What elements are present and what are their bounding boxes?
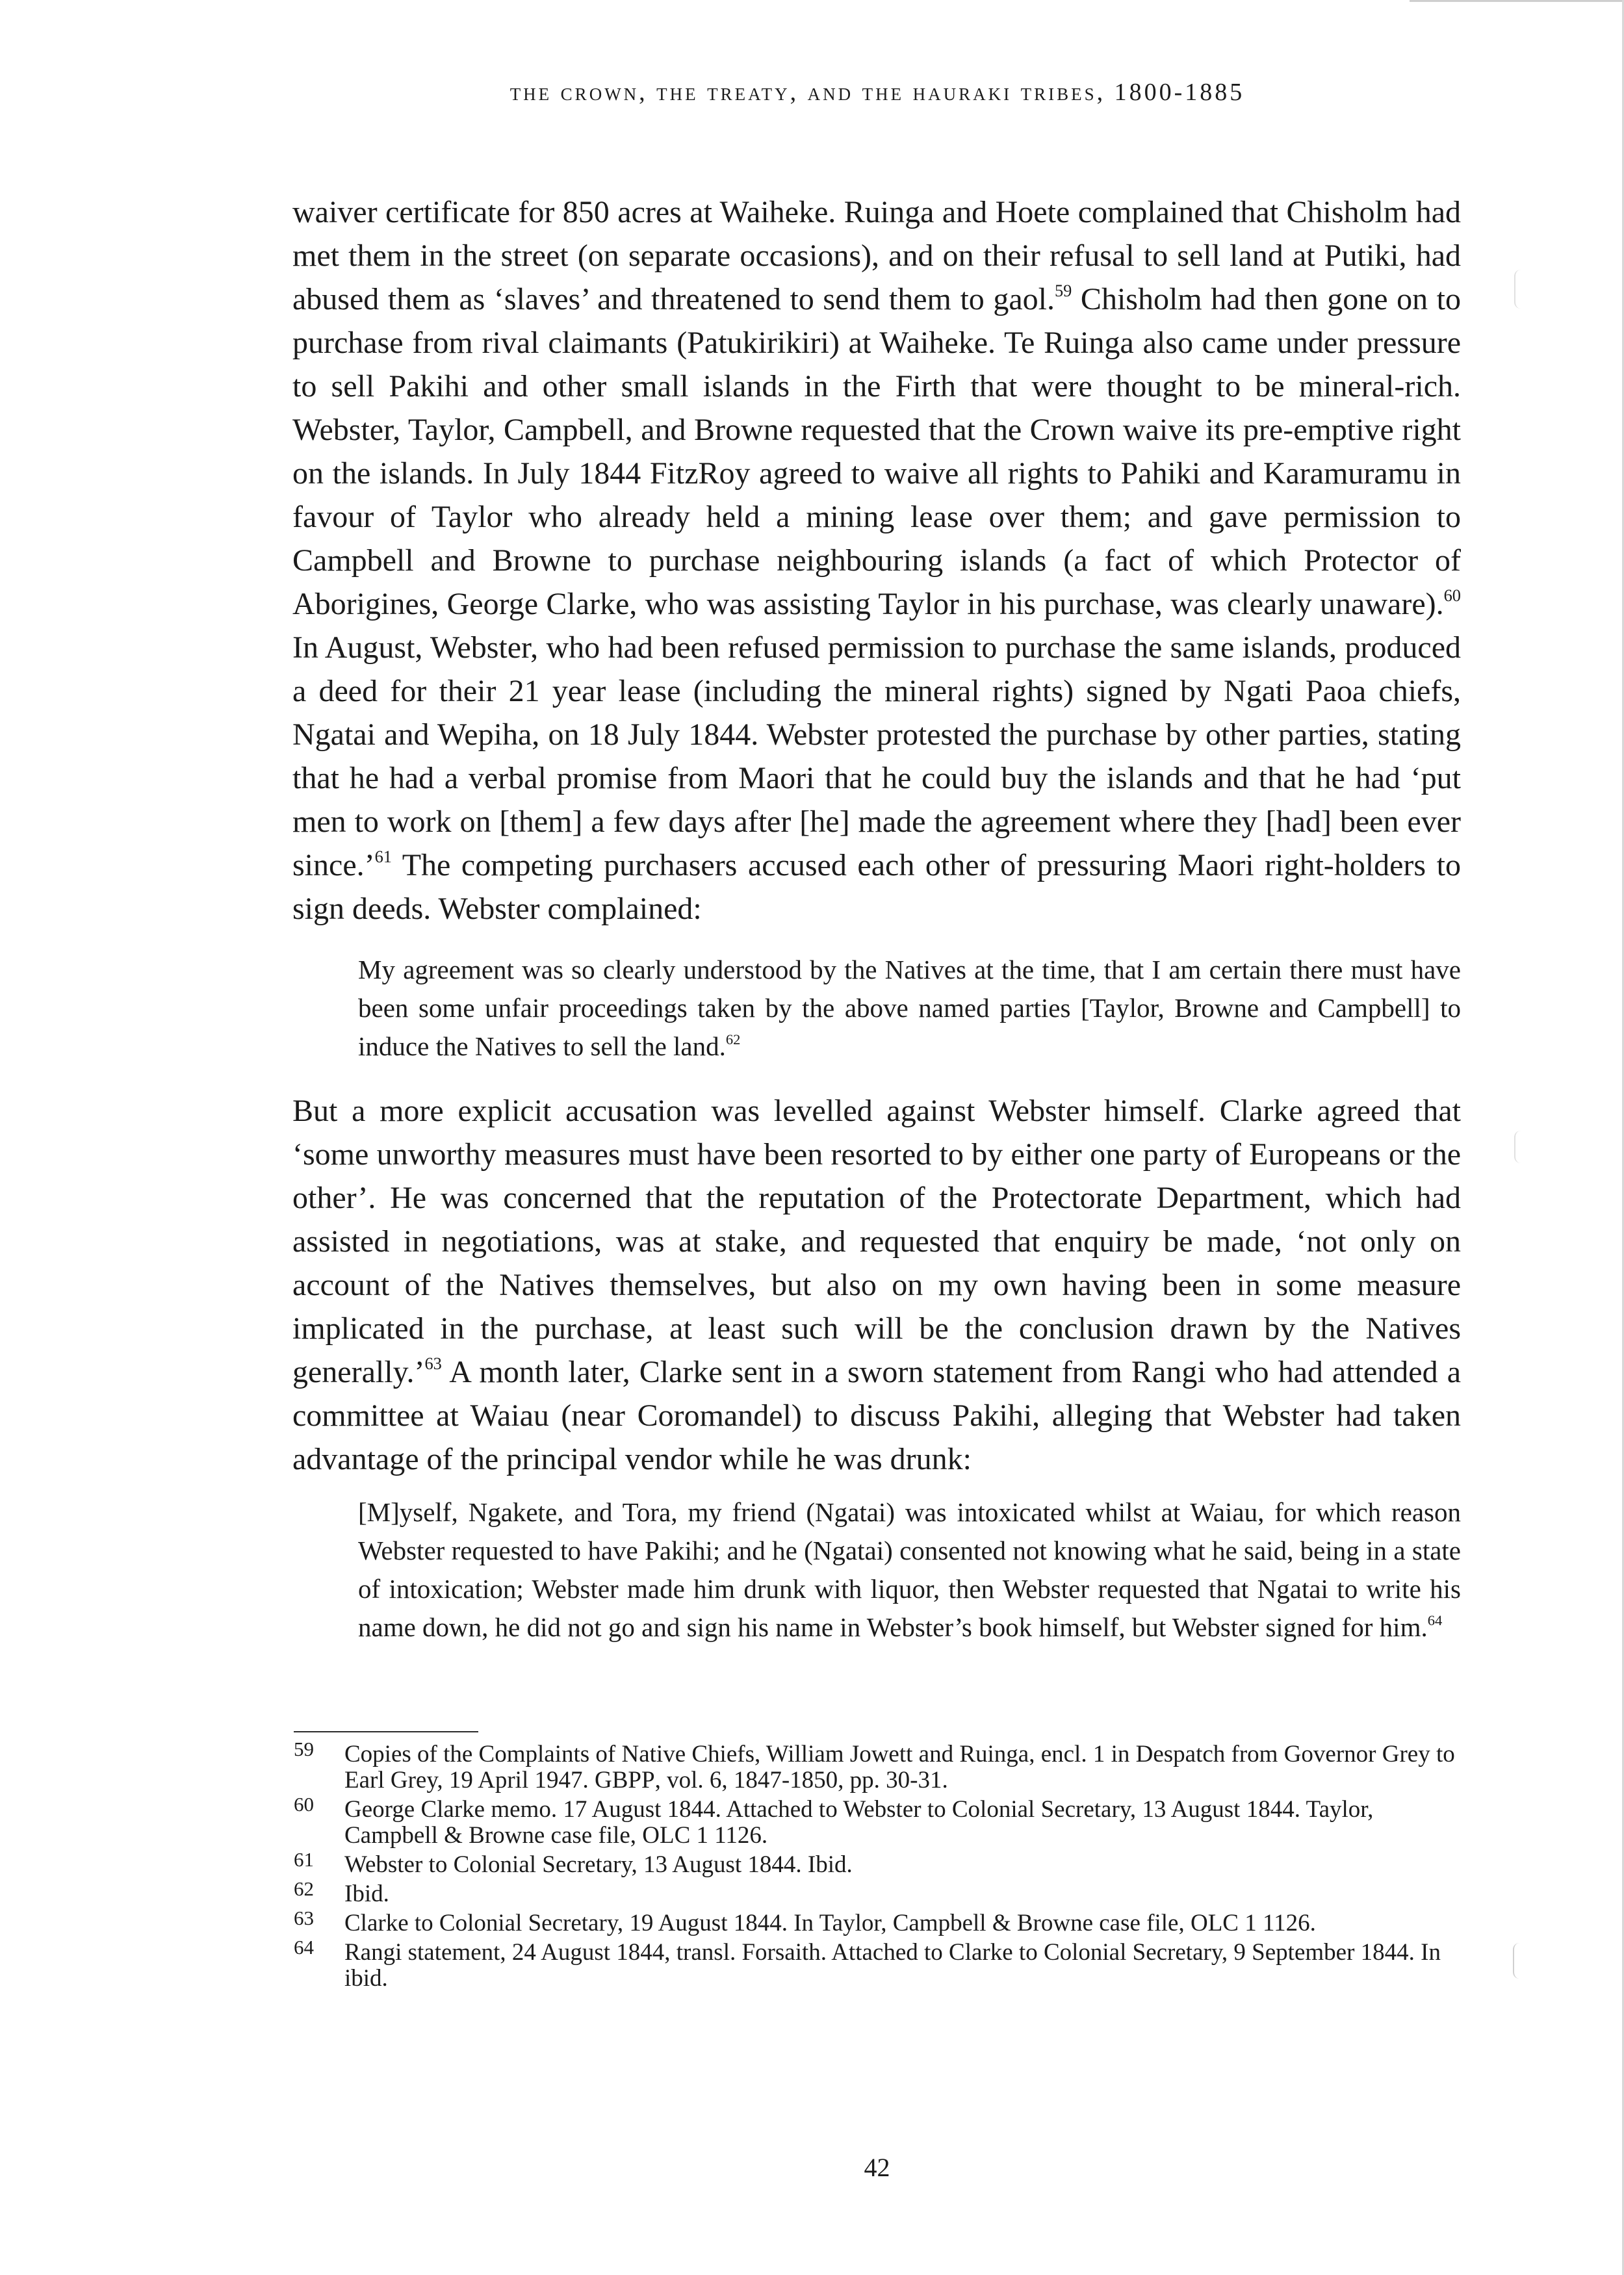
footnote-text: George Clarke memo. 17 August 1844. Attached to Webster to Colonial Secretary, 13 August 1844. Taylor, Campbell & Browne case file, xyxy=(344,1796,1374,1849)
paragraph-text: A month later, Clarke sent in a sworn statement from Rangi who had attended a committee at Waiau (near Coromandel) to discuss Pakihi, alleging that Webster had taken advantage of the principal vendor while he was drunk: xyxy=(292,1355,1461,1476)
footnote-61 xyxy=(294,1848,1463,1878)
quote-text: My agreement was so clearly understood by the Natives at the time, that I am certain there must have been some unfair proceedings taken by the above named parties [Taylor, Browne and Campbell] to induce the Natives to sell the land. xyxy=(358,955,1461,1061)
footnote-divider xyxy=(294,1731,478,1732)
footnote-ref-62[interactable]: 62 xyxy=(725,1031,741,1048)
footnote-text: Ibid. xyxy=(344,1881,389,1907)
footnote-ref-60[interactable]: 60 xyxy=(1443,585,1461,606)
footnote-number: 60 xyxy=(294,1793,314,1816)
footnote-text: Rangi statement, 24 August 1844, transl. Forsaith. Attached to Clarke to Colonial Secretary, 9 September 1844. In ibid. xyxy=(344,1939,1441,1992)
paragraph-text: In August, Webster, who had been refused permission to purchase the same islands, produced a deed for their 21 year lease (including the mineral rights) signed by Ngati Paoa chiefs, Ngatai and Wepiha, on 18 July 1844. Webster protested the purchase by other parties, stating that he had a verbal promise from Maori that he could buy the islands and that he had ‘put men to work on [them] a few days after [he] made the agreement where they [had] been ever since.’ xyxy=(292,630,1461,882)
footnote-text: Webster to Colonial Secretary, 13 August 1844. Ibid. xyxy=(344,1851,853,1878)
footnote-60 xyxy=(294,1793,1463,1849)
footnote-ref-64[interactable]: 64 xyxy=(1427,1612,1443,1629)
block-quote xyxy=(358,951,1461,1066)
footnote-text: 1 1126. xyxy=(690,1822,768,1849)
scan-mark xyxy=(1514,270,1522,309)
quote-text: [M]yself, Ngakete, and Tora, my friend (Ngatai) was intoxicated whilst at Waiau, for which reason Webster requested to have Pakihi; and he (Ngatai) consented not knowing what he said, being in a state of intoxication; Webster made him drunk with liquor, then Webster requested that Ngatai to write his name down, he did not go and sign his name in Webster’s book himself, but Webster signed for him. xyxy=(358,1497,1461,1642)
footnote-63 xyxy=(294,1907,1463,1936)
block-quote xyxy=(358,1493,1461,1647)
paragraph-text: But a more explicit accusation was levelled against Webster himself. Clarke agreed that ‘some unworthy measures must have been resorted to by either one party of Europeans or the other’. He was concerned that the reputation of the Protectorate Department, which had assisted in negotiations, was at stake, and requested that enquiry be made, ‘not only on account of the Natives themselves, but also on my own having been in some measure implicated in the purchase, at least such will be the conclusion drawn by the Natives generally.’ xyxy=(292,1094,1461,1389)
footnote-ref-59[interactable]: 59 xyxy=(1054,281,1072,301)
scan-mark xyxy=(1513,1943,1521,1979)
page-number: 42 xyxy=(864,2153,890,2182)
paragraph-text: Chisholm had then gone on to purchase from rival claimants (Patukirikiri) at Waiheke. Te Ruinga also came under pressure to sell Pakihi and other small islands in the Firth that were thought to be mineral-rich. Webster, Taylor, Campbell, and Browne requested that the Crown waive its pre-emptive right on the islands. In July 1844 FitzRoy agreed to waive all rights to Pahiki and Karamuramu in favour of Taylor who already held a mining lease over them; and gave permission to Campbell and Browne to purchase neighbouring islands (a fact of which Protector of Aborigines, George Clarke, who was assisting Taylor in his purchase, was clearly unaware). xyxy=(292,282,1461,621)
body-paragraph xyxy=(292,190,1461,931)
scan-edge-top xyxy=(1410,0,1624,2)
scan-mark xyxy=(1514,1131,1522,1163)
footnote-59 xyxy=(294,1738,1463,1793)
footnote-text: 1 1126. xyxy=(1238,1910,1316,1936)
footnote-number: 64 xyxy=(294,1936,314,1959)
running-header: the crown, the treaty, and the hauraki tribes, 1800-1885 xyxy=(509,79,1245,106)
footnote-abbrev: OLC xyxy=(1190,1910,1239,1936)
footnote-64 xyxy=(294,1936,1463,1992)
footnote-number: 63 xyxy=(294,1907,314,1929)
footnote-text: , vol. 6, 1847-1850, pp. 30-31. xyxy=(654,1767,948,1793)
footnote-abbrev: GBPP xyxy=(595,1767,655,1793)
paragraph-text: waiver certificate for 850 acres at Waiheke. Ruinga and Hoete complained that Chisholm had met them in the street (on separate occasions), and on their refusal to sell land at Putiki, had abused them as ‘slaves’ and threatened to send them to gaol. xyxy=(292,195,1461,316)
footnote-number: 62 xyxy=(294,1877,314,1900)
paragraph-text: The competing purchasers accused each other of pressuring Maori right-holders to sign deeds. Webster complained: xyxy=(292,848,1461,926)
footnote-ref-63[interactable]: 63 xyxy=(424,1354,442,1374)
footnote-text: Clarke to Colonial Secretary, 19 August 1844. In Taylor, Campbell & Browne case file, xyxy=(344,1910,1191,1936)
footnote-62 xyxy=(294,1877,1463,1907)
footnote-ref-61[interactable]: 61 xyxy=(374,847,392,867)
footnote-number: 59 xyxy=(294,1738,314,1760)
body-paragraph xyxy=(292,1089,1461,1481)
footnote-abbrev: OLC xyxy=(642,1822,691,1849)
footnote-list xyxy=(294,1738,1463,1995)
footnote-text: Copies of the Complaints of Native Chiefs, William Jowett and Ruinga, encl. 1 in Despatch from Governor Grey to Earl Grey, 19 April 1947. xyxy=(344,1741,1455,1793)
footnote-number: 61 xyxy=(294,1848,314,1871)
